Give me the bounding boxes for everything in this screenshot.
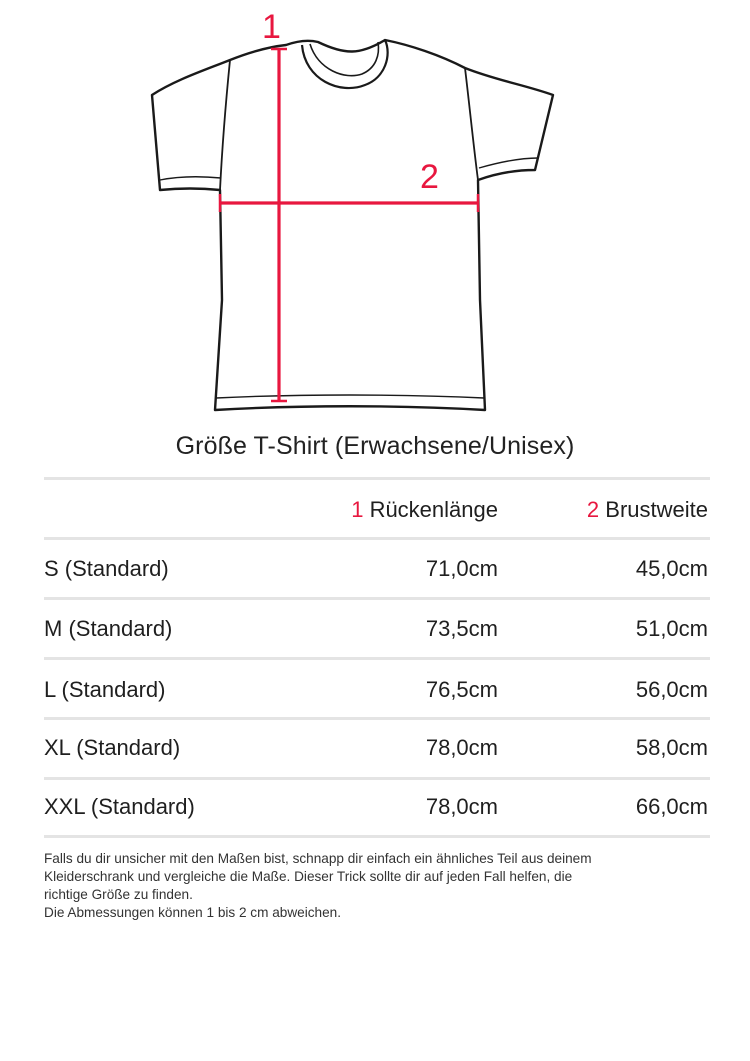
- header-chest-number: 2: [586, 497, 600, 522]
- row-back-length: 71,0cm: [425, 556, 498, 581]
- note-line: Die Abmessungen können 1 bis 2 cm abweichen.: [44, 905, 341, 920]
- row-chest-width: 45,0cm: [635, 556, 708, 581]
- header-back-length: [351, 481, 498, 539]
- row-chest-width: 51,0cm: [635, 616, 708, 641]
- tshirt-illustration: [0, 0, 750, 430]
- table-row: [44, 719, 710, 777]
- row-chest-width: 56,0cm: [635, 677, 708, 702]
- row-size: XXL (Standard): [44, 794, 195, 819]
- row-size: L (Standard): [44, 677, 166, 702]
- row-size: M (Standard): [44, 616, 173, 641]
- row-back-length: 76,5cm: [425, 677, 498, 702]
- header-back-number: 1: [351, 497, 364, 522]
- row-chest-width: 66,0cm: [635, 794, 708, 819]
- row-size: XL (Standard): [44, 735, 181, 760]
- row-back-length: 73,5cm: [425, 616, 498, 641]
- size-chart-title: Größe T-Shirt (Erwachsene/Unisex): [175, 432, 575, 460]
- tshirt-outline: [152, 40, 553, 410]
- header-back-label: Rückenlänge: [369, 497, 498, 522]
- header-chest-label: Brustweite: [605, 497, 708, 522]
- note-line: Kleiderschrank und vergleiche die Maße. Dieser Trick sollte dir auf jeden Fall helfen, die: [44, 869, 573, 884]
- tshirt-diagram: [0, 0, 750, 430]
- header-chest-width: [587, 481, 708, 539]
- note-line: richtige Größe zu finden.: [44, 887, 193, 902]
- row-chest-width: 58,0cm: [635, 735, 708, 760]
- marker-1-label: 1: [262, 8, 281, 46]
- note-line: Falls du dir unsicher mit den Maßen bist, schnapp dir einfach ein ähnliches Teil aus deinem: [44, 851, 592, 866]
- table-row: [44, 540, 710, 598]
- table-row: [44, 661, 710, 719]
- row-back-length: 78,0cm: [425, 794, 498, 819]
- marker-2-label: 2: [420, 158, 439, 196]
- table-row: [44, 778, 710, 836]
- size-note: [44, 850, 714, 922]
- table-header-row: [44, 481, 710, 539]
- table-row: [44, 600, 710, 658]
- row-size: S (Standard): [44, 556, 169, 581]
- row-back-length: 78,0cm: [425, 735, 498, 760]
- table-divider: [44, 477, 710, 480]
